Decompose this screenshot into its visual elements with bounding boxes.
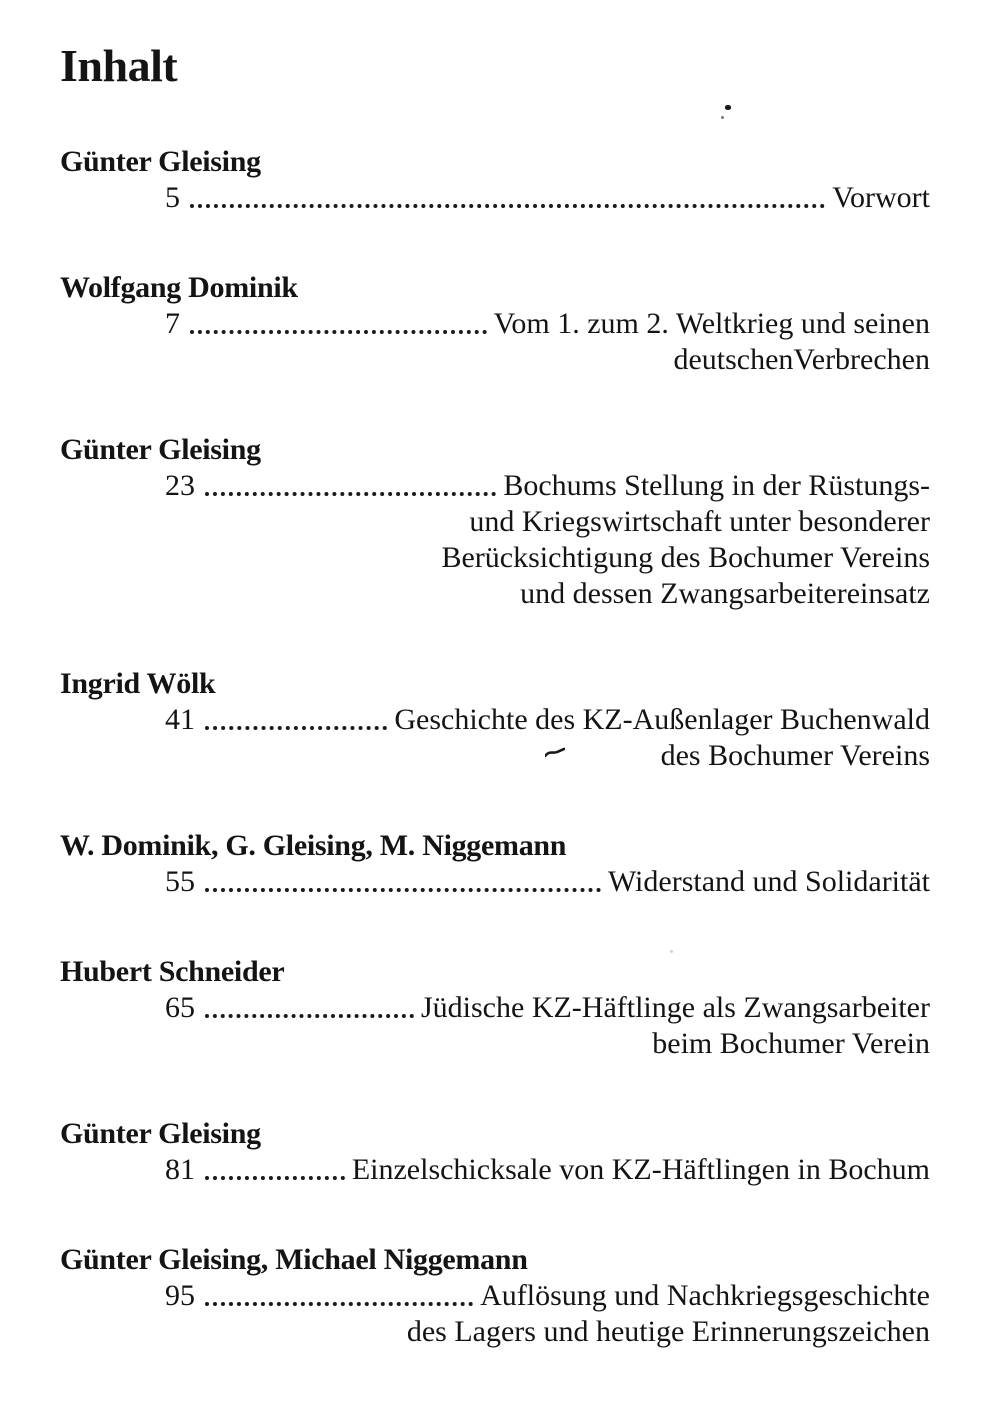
toc-entry xyxy=(60,144,930,216)
toc-entry xyxy=(60,828,930,900)
entry-title-continuation-line: beim Bochumer Verein xyxy=(652,1027,930,1060)
scan-artifact xyxy=(670,950,673,953)
entry-title-continuation-line: des Lagers und heutige Erinnerungszeichen xyxy=(406,1315,930,1348)
artifact-dot xyxy=(725,105,731,110)
entry-title-first-line xyxy=(165,306,930,342)
entry-page-number: 41 xyxy=(165,703,195,736)
entry-title-text: Widerstand und Solidarität xyxy=(607,865,930,898)
dot-leader xyxy=(205,1302,473,1306)
entry-title-continuation-line: deutschenVerbrechen xyxy=(673,343,930,376)
entry-author: Günter Gleising, Michael Niggemann xyxy=(60,1243,528,1276)
entry-title-first-line xyxy=(165,702,930,738)
entry-author: Ingrid Wölk xyxy=(60,667,216,700)
dot-leader xyxy=(190,204,825,208)
entry-author: Wolfgang Dominik xyxy=(60,271,298,304)
dot-leader xyxy=(205,726,387,730)
entry-title-text: Auflösung und Nachkriegsgeschichte xyxy=(480,1279,930,1312)
toc-entry xyxy=(60,954,930,1062)
entry-title-continuation-line: des Bochumer Vereins xyxy=(660,739,930,772)
entry-title-first-line xyxy=(165,1278,930,1314)
entry-author: Günter Gleising xyxy=(60,433,261,466)
entry-page-number: 7 xyxy=(165,307,180,340)
entry-author: W. Dominik, G. Gleising, M. Niggemann xyxy=(60,829,567,862)
entry-title-continuation-line: Berücksichtigung des Bochumer Vereins xyxy=(441,541,930,574)
entry-title-text: Einzelschicksale von KZ-Häftlingen in Bochum xyxy=(351,1153,930,1186)
entry-page-number: 95 xyxy=(165,1279,195,1312)
entry-title-first-line xyxy=(165,180,930,216)
entry-title-text: Vom 1. zum 2. Weltkrieg und seinen xyxy=(493,307,930,340)
entry-page-number: 5 xyxy=(165,181,180,214)
dot-leader xyxy=(190,330,487,334)
entry-page-number: 55 xyxy=(165,865,195,898)
artifact-swoosh xyxy=(545,747,565,759)
entry-title-text: Geschichte des KZ-Außenlager Buchenwald xyxy=(394,703,930,736)
entry-page-number: 81 xyxy=(165,1153,195,1186)
page-title: Inhalt xyxy=(60,40,178,91)
entry-title-text: Vorwort xyxy=(832,181,930,214)
dot-leader xyxy=(205,492,496,496)
entry-title-first-line xyxy=(165,1152,930,1188)
entry-page-number: 23 xyxy=(165,469,195,502)
entry-title-first-line xyxy=(165,468,930,504)
toc-entry xyxy=(60,270,930,378)
toc-entry xyxy=(60,1242,930,1350)
entry-page-number: 65 xyxy=(165,991,195,1024)
entry-author: Günter Gleising xyxy=(60,1117,261,1150)
entry-title-first-line xyxy=(165,990,930,1026)
toc-entries xyxy=(60,144,930,1350)
entry-title-text: Jüdische KZ-Häftlinge als Zwangsarbeiter xyxy=(421,991,930,1024)
entry-title-continuation-line: und dessen Zwangsarbeitereinsatz xyxy=(520,577,930,610)
entry-title-first-line xyxy=(165,864,930,900)
toc-entry xyxy=(60,666,930,774)
dot-leader xyxy=(205,1014,414,1018)
artifact-dot xyxy=(721,116,724,119)
toc-entry xyxy=(60,1116,930,1188)
scan-artifact xyxy=(545,746,565,764)
entry-author: Günter Gleising xyxy=(60,145,261,178)
dot-leader xyxy=(205,888,601,892)
entry-title-continuation-line: und Kriegswirtschaft unter besonderer xyxy=(469,505,930,538)
toc-entry xyxy=(60,432,930,612)
dot-leader xyxy=(205,1176,345,1180)
entry-title-text: Bochums Stellung in der Rüstungs- xyxy=(503,469,930,502)
entry-author: Hubert Schneider xyxy=(60,955,285,988)
